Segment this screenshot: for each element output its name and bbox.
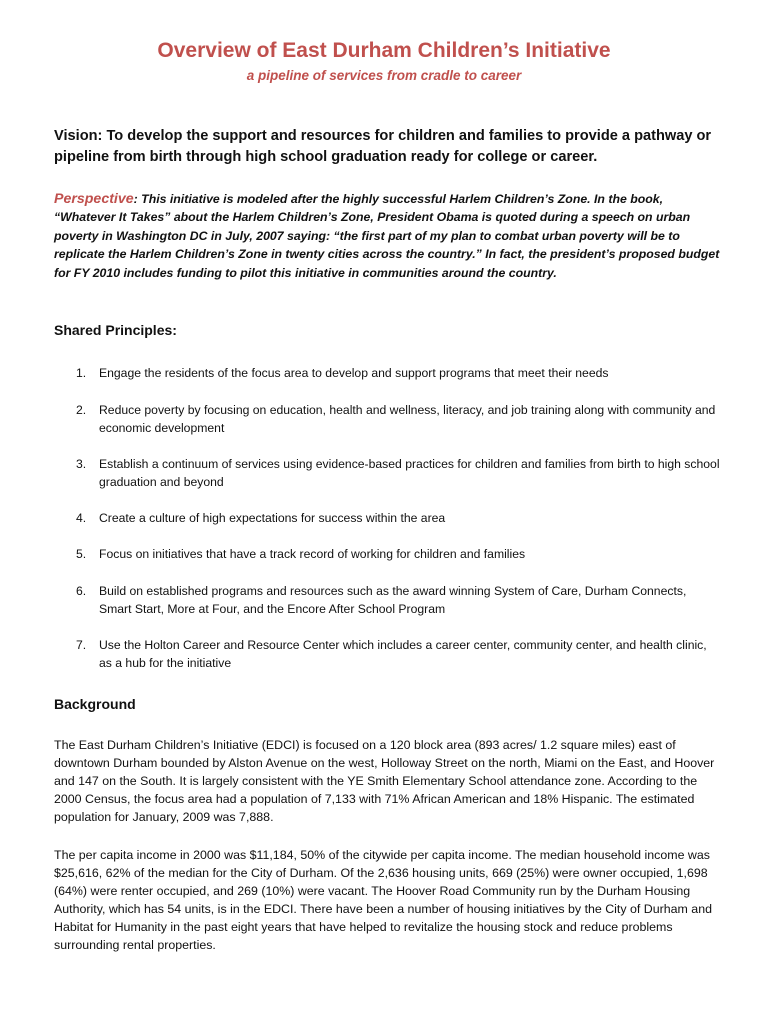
principle-number: 1. [76,366,87,380]
principle-text: Build on established programs and resources such as the award winning System of Care, Durham Connects, Smart Start, More at Four, and the Encore After School Program [99,584,687,616]
principle-item [54,455,720,491]
perspective-label: Perspective [54,191,134,207]
vision-statement: Vision: To develop the support and resources for children and families to provide a pathway or pipeline from birth through high school graduation ready for college or career. [54,128,712,165]
principle-number: 6. [76,584,87,598]
principle-text: Use the Holton Career and Resource Center which includes a career center, community center, and health clinic, as a hub for the initiative [99,638,707,670]
perspective-paragraph [54,190,720,282]
principle-number: 4. [76,511,87,525]
principle-text: Focus on initiatives that have a track record of working for children and families [99,547,526,561]
principle-item [54,401,720,437]
principle-text: Reduce poverty by focusing on education, health and wellness, literacy, and job training along with community and economic development [99,403,716,435]
principles-list [54,364,720,672]
principle-item [54,582,720,618]
principle-item [54,545,720,563]
principle-number: 7. [76,638,87,652]
principle-item [54,364,720,382]
principle-text: Establish a continuum of services using evidence-based practices for children and families from birth to high school graduation and beyond [99,457,720,489]
shared-principles-heading: Shared Principles: [54,322,177,338]
principle-number: 5. [76,547,87,561]
principle-item [54,509,720,527]
perspective-text: : This initiative is modeled after the highly successful Harlem Children’s Zone. In the book, “Whatever It Takes” about the Harlem Children’s Zone, President Obama is quoted during a speech on urban poverty in Washington DC in July, 2007 saying: “the first part of my plan to combat urban poverty will be to replicate the Harlem Children’s Zone in twenty cities across the country.” In fact, the president’s proposed budget for FY 2010 includes funding to pilot this initiative in communities around the country. [54,192,720,280]
document-subtitle: a pipeline of services from cradle to career [246,68,522,83]
background-paragraph: The East Durham Children’s Initiative (EDCI) is focused on a 120 block area (893 acres/ 1.2 square miles) east of downtown Durham bounded by Alston Avenue on the west, Holloway Street on the north, Miami on the East, and Hoover and 147 on the South. It is largely consistent with the YE Smith Elementary School attendance zone. According to the 2000 Census, the focus area had a population of 7,133 with 71% African American and 18% Hispanic. The estimated population for January, 2009 was 7,888. [54,738,715,824]
principle-number: 2. [76,403,87,417]
background-heading: Background [54,696,136,712]
principle-text: Engage the residents of the focus area to develop and support programs that meet their needs [99,366,609,380]
principle-item [54,636,720,672]
principle-text: Create a culture of high expectations for success within the area [99,511,446,525]
principle-number: 3. [76,457,87,471]
background-paragraph: The per capita income in 2000 was $11,184, 50% of the citywide per capita income. The median household income was $25,616, 62% of the median for the City of Durham. Of the 2,636 housing units, 669 (25%) were owner occupied, 1,698 (64%) were renter occupied, and 269 (10%) were vacant. The Hoover Road Community run by the Durham Housing Authority, which has 54 units, is in the EDCI. There have been a number of housing initiatives by the City of Durham and Habitat for Humanity in the past eight years that have helped to revitalize the housing stock and reduce problems surrounding rental properties. [54,848,712,952]
document-title: Overview of East Durham Children’s Initiative [157,39,611,62]
